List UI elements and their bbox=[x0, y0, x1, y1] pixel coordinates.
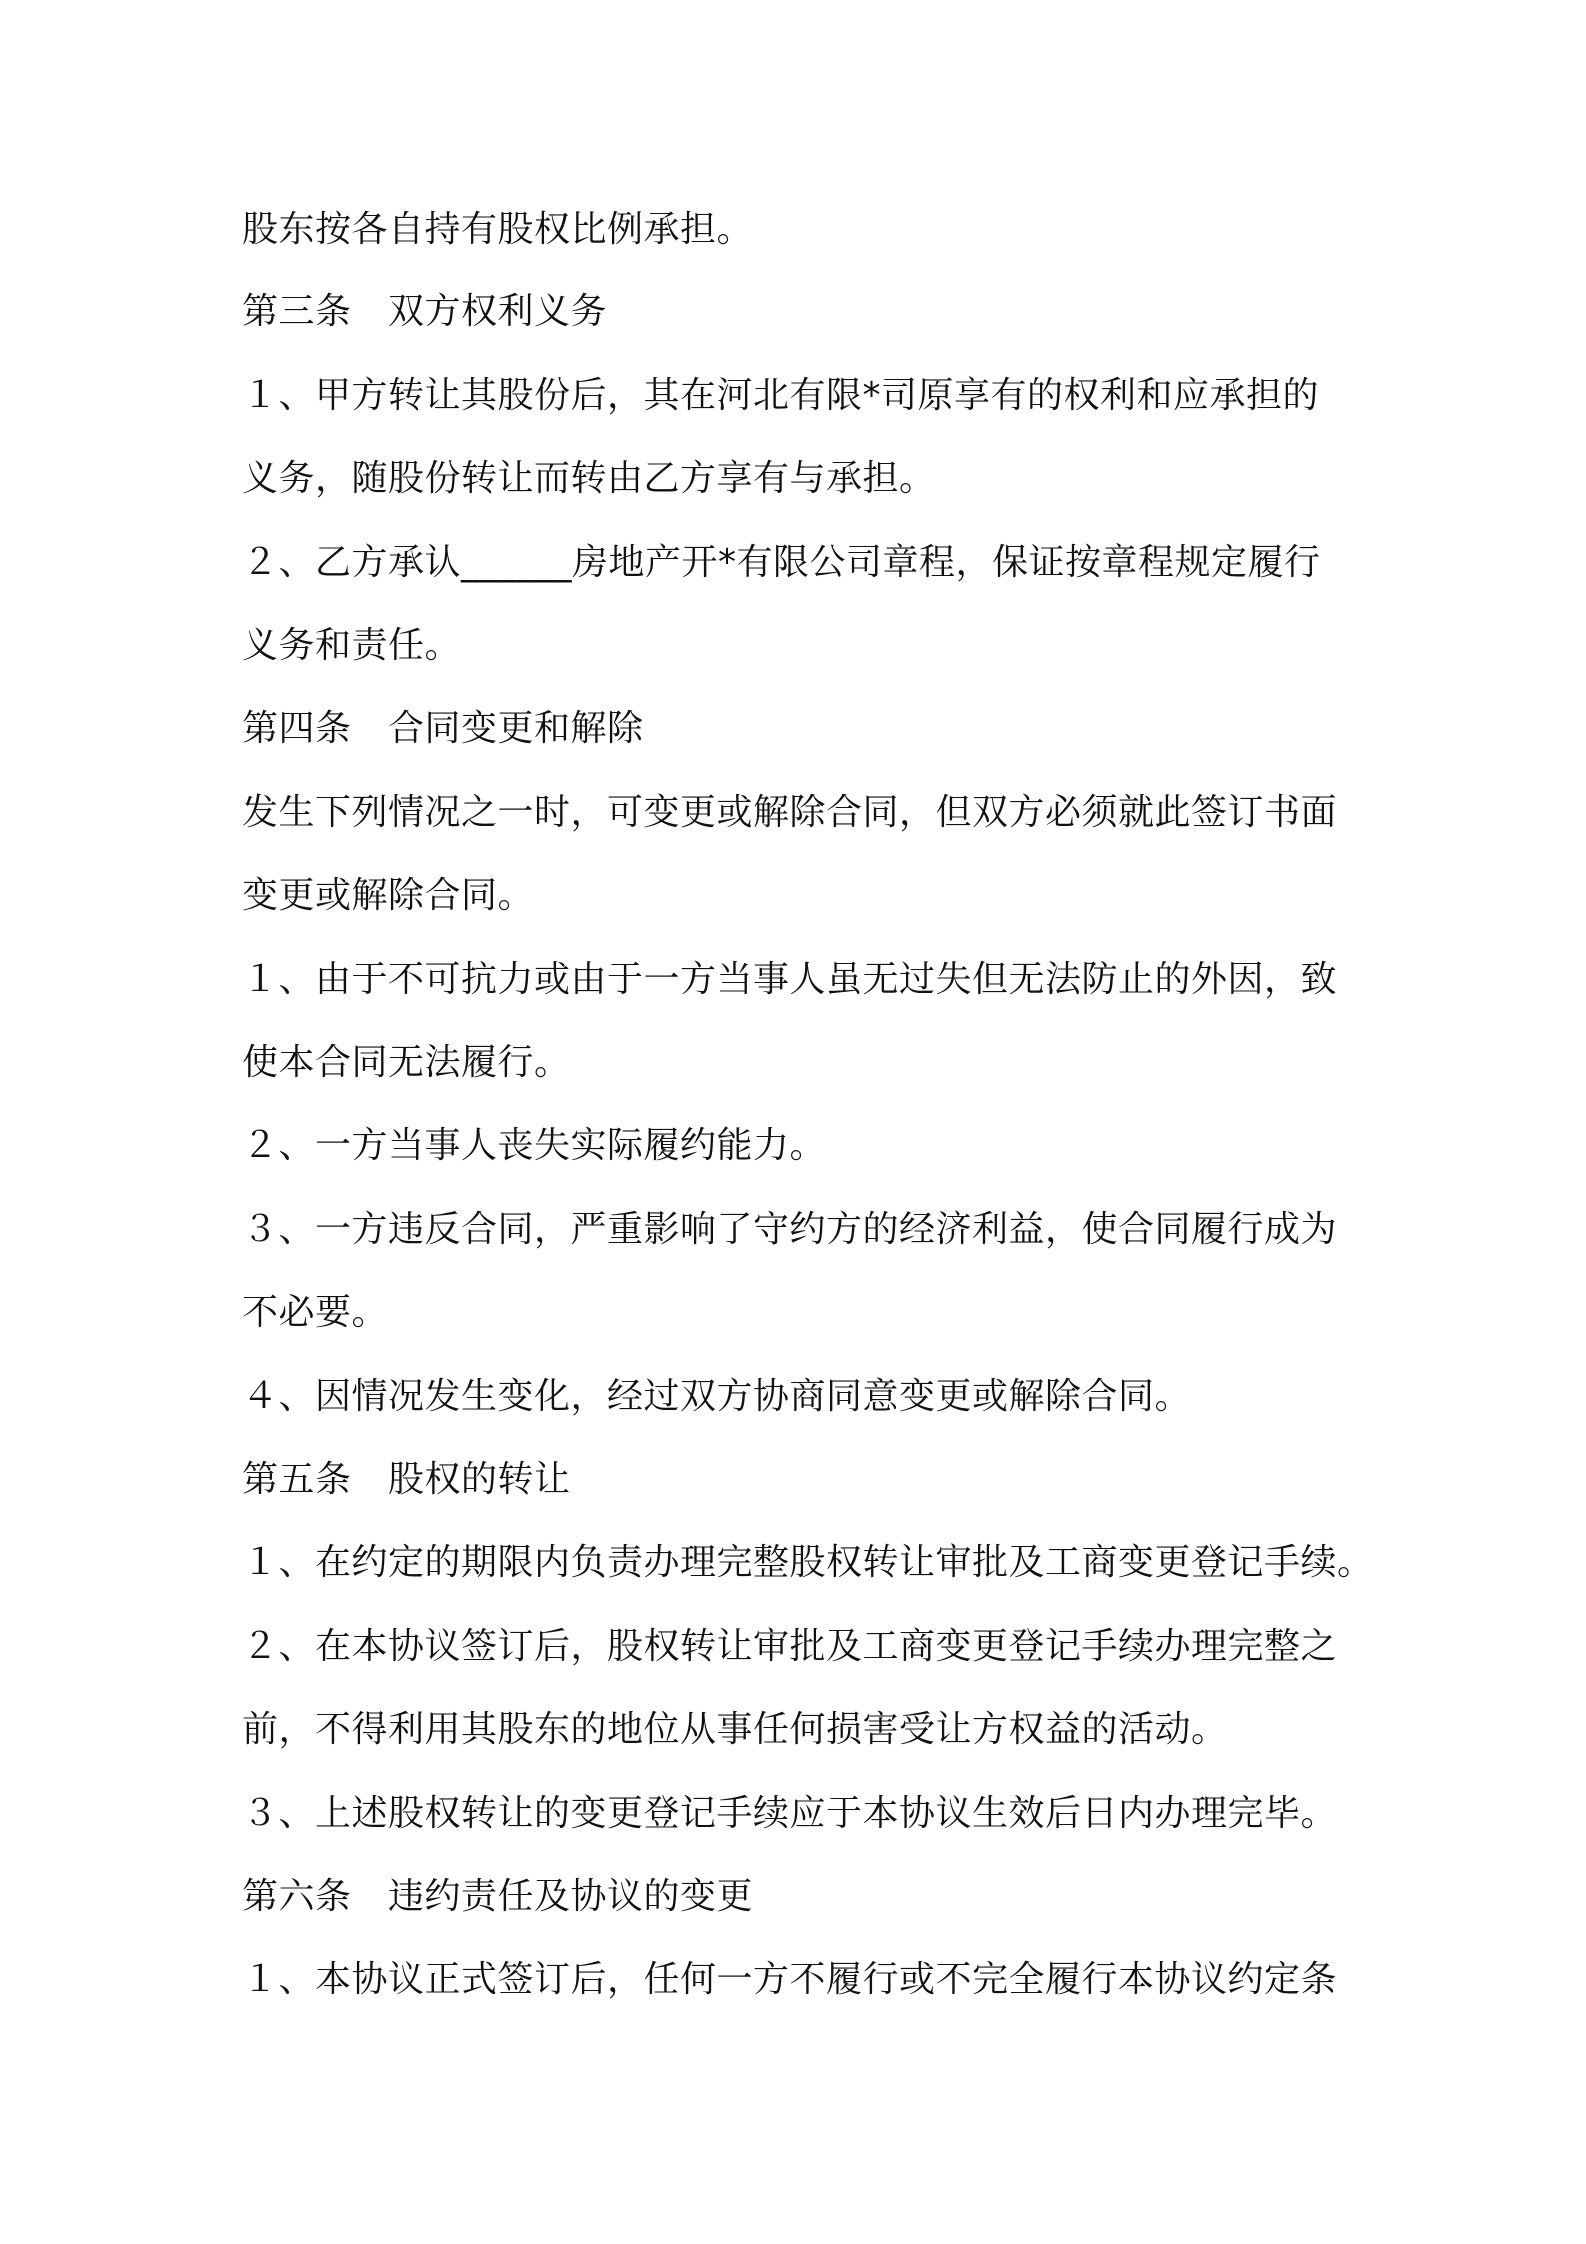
text-line: 前，不得利用其股东的地位从事任何损害受让方权益的活动。 bbox=[242, 1709, 1228, 1750]
section-heading: 第六条 违约责任及协议的变更 bbox=[242, 1876, 754, 1917]
text-line: 义务，随股份转让而转由乙方享有与承担。 bbox=[242, 458, 936, 499]
text-line: 使本合同无法履行。 bbox=[242, 1042, 571, 1083]
text-line: ４、因情况发生变化，经过双方协商同意变更或解除合同。 bbox=[242, 1376, 1192, 1417]
text-line: ３、一方违反合同，严重影响了守约方的经济利益，使合同履行成为 bbox=[242, 1209, 1338, 1250]
text-line: 变更或解除合同。 bbox=[242, 875, 535, 916]
section-heading: 第五条 股权的转让 bbox=[242, 1459, 571, 1500]
text-line: １、由于不可抗力或由于一方当事人虽无过失但无法防止的外因，致 bbox=[242, 959, 1338, 1000]
section-heading: 第三条 双方权利义务 bbox=[242, 291, 608, 332]
text-line: １、本协议正式签订后，任何一方不履行或不完全履行本协议约定条 bbox=[242, 1959, 1338, 2000]
text-line: 义务和责任。 bbox=[242, 625, 462, 666]
text-line: ２、一方当事人丧失实际履约能力。 bbox=[242, 1125, 827, 1166]
text-line: 不必要。 bbox=[242, 1292, 389, 1333]
text-line: 股东按各自持有股权比例承担。 bbox=[242, 209, 754, 250]
text-line: １、甲方转让其股份后，其在河北有限*司原享有的权利和应承担的 bbox=[242, 375, 1320, 416]
text-line: ２、在本协议签订后，股权转让审批及工商变更登记手续办理完整之 bbox=[242, 1626, 1338, 1667]
text-line: ３、上述股权转让的变更登记手续应于本协议生效后日内办理完毕。 bbox=[242, 1793, 1338, 1834]
text-line: ２、乙方承认______房地产开*有限公司章程，保证按章程规定履行 bbox=[242, 542, 1321, 583]
text-line: １、在约定的期限内负责办理完整股权转让审批及工商变更登记手续。 bbox=[242, 1542, 1374, 1583]
text-line: 发生下列情况之一时，可变更或解除合同，但双方必须就此签订书面 bbox=[242, 792, 1338, 833]
section-heading: 第四条 合同变更和解除 bbox=[242, 708, 644, 749]
